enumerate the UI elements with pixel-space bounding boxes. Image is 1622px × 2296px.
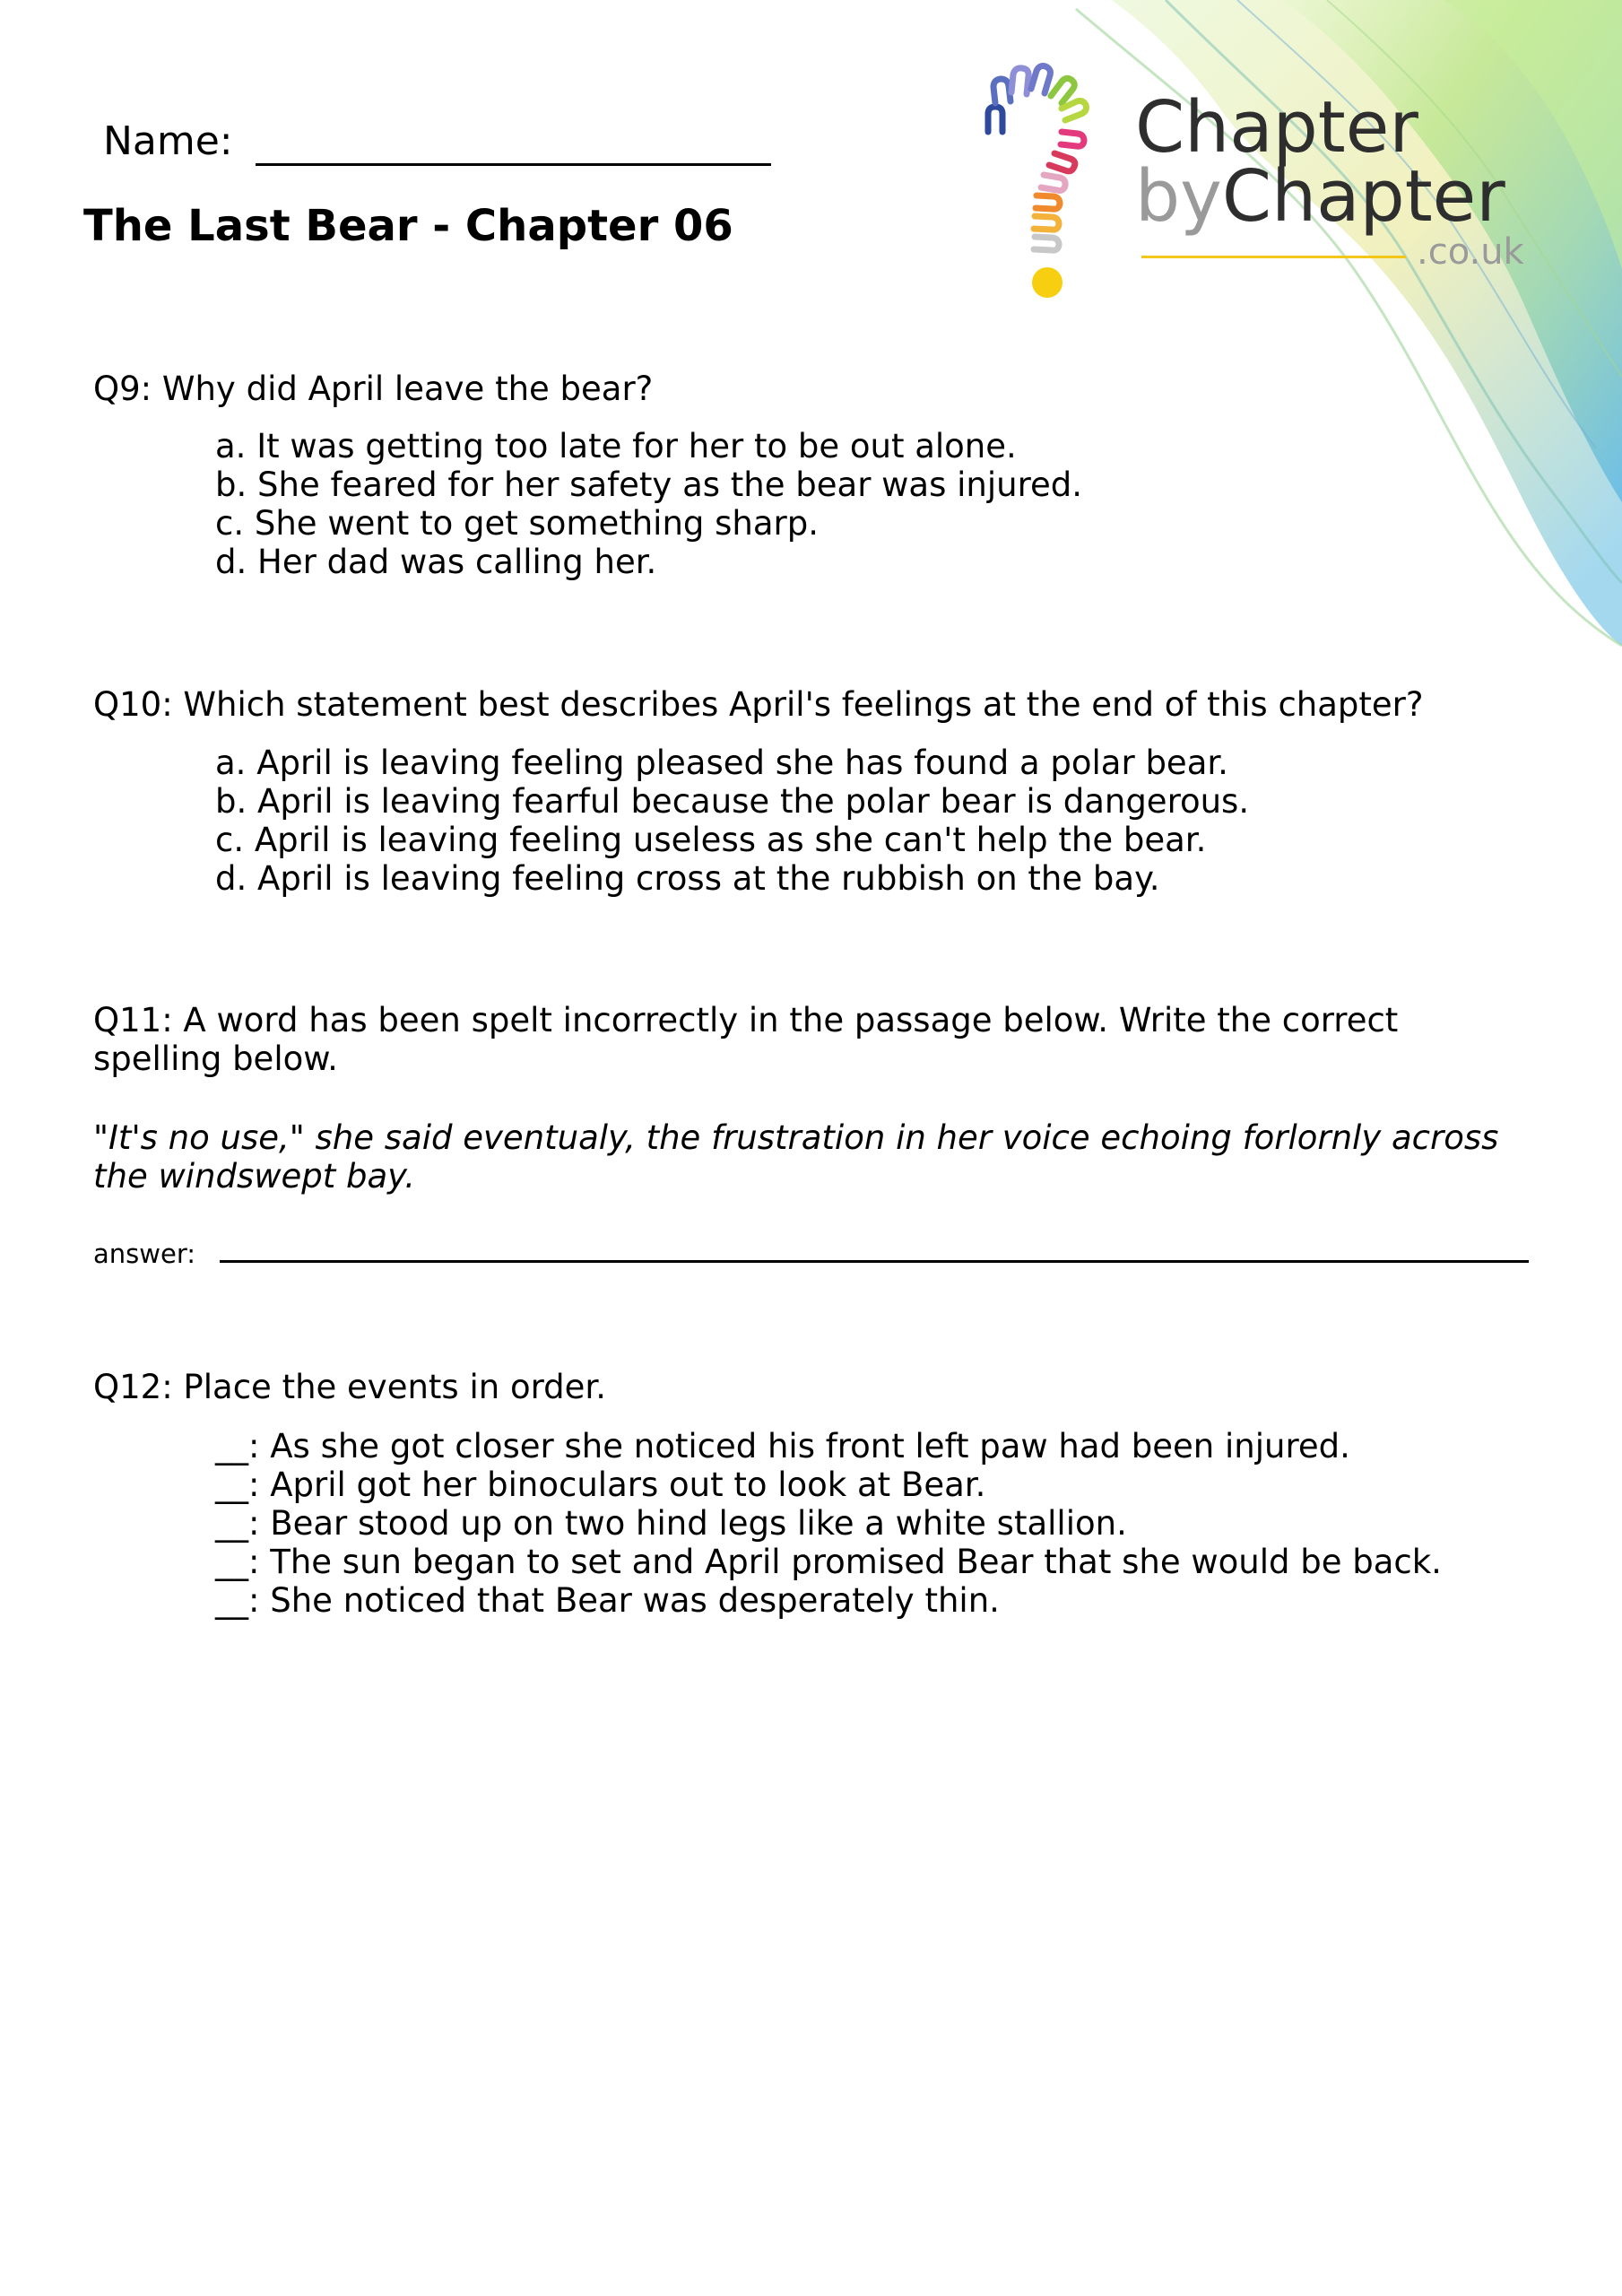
question-9-options	[215, 427, 1082, 581]
question-10-options	[215, 744, 1249, 898]
question-11-prompt: Q11: A word has been spelt incorrectly in the passage below. Write the correct spelling below.	[93, 1001, 1399, 1078]
question-9-option-b[interactable]: b. She feared for her safety as the bear was injured.	[215, 465, 1083, 504]
question-11-answer-label: answer:	[93, 1239, 196, 1269]
question-12-event-5[interactable]: __: She noticed that Bear was desperately thin.	[215, 1581, 1000, 1620]
question-11-passage: "It's no use," she said eventualy, the frustration in her voice echoing forlornly across the windswept bay.	[93, 1118, 1499, 1196]
question-12-event-4[interactable]: __: The sun began to set and April promised Bear that she would be back.	[215, 1543, 1442, 1581]
worksheet-title: The Last Bear - Chapter 06	[83, 201, 733, 251]
question-10-option-a[interactable]: a. April is leaving feeling pleased she has found a polar bear.	[215, 744, 1228, 782]
logo-word-chapter: Chapter	[1135, 86, 1418, 169]
question-10-option-d[interactable]: d. April is leaving feeling cross at the rubbish on the bay.	[215, 859, 1160, 898]
question-11-answer-line[interactable]	[220, 1260, 1529, 1263]
logo-word-by: by	[1135, 155, 1222, 238]
question-9-option-c[interactable]: c. She went to get something sharp.	[215, 504, 820, 543]
logo-domain: .co.uk	[1417, 231, 1524, 273]
name-label: Name:	[103, 118, 233, 164]
question-9-prompt: Q9: Why did April leave the bear?	[93, 370, 654, 408]
question-mark-books-icon	[968, 49, 1139, 318]
question-9-option-d[interactable]: d. Her dad was calling her.	[215, 543, 657, 581]
question-10-option-b[interactable]: b. April is leaving fearful because the polar bear is dangerous.	[215, 782, 1250, 821]
question-10-prompt: Q10: Which statement best describes April's feelings at the end of this chapter?	[93, 685, 1424, 724]
question-12-event-3[interactable]: __: Bear stood up on two hind legs like a white stallion.	[215, 1504, 1127, 1543]
logo-word-chapter-2: Chapter	[1221, 155, 1505, 238]
logo-word-by-chapter	[1135, 155, 1505, 238]
question-12-prompt: Q12: Place the events in order.	[93, 1368, 606, 1406]
question-10-option-c[interactable]: c. April is leaving feeling useless as she can't help the bear.	[215, 821, 1207, 859]
question-12-event-1[interactable]: __: As she got closer she noticed his front left paw had been injured.	[215, 1427, 1350, 1465]
chapter-by-chapter-logo	[968, 49, 1542, 318]
question-9-option-a[interactable]: a. It was getting too late for her to be out alone.	[215, 427, 1017, 465]
name-answer-line[interactable]	[256, 163, 771, 166]
question-12-events	[215, 1427, 1442, 1620]
logo-underline	[1141, 256, 1406, 258]
question-12-event-2[interactable]: __: April got her binoculars out to look at Bear.	[215, 1465, 986, 1504]
